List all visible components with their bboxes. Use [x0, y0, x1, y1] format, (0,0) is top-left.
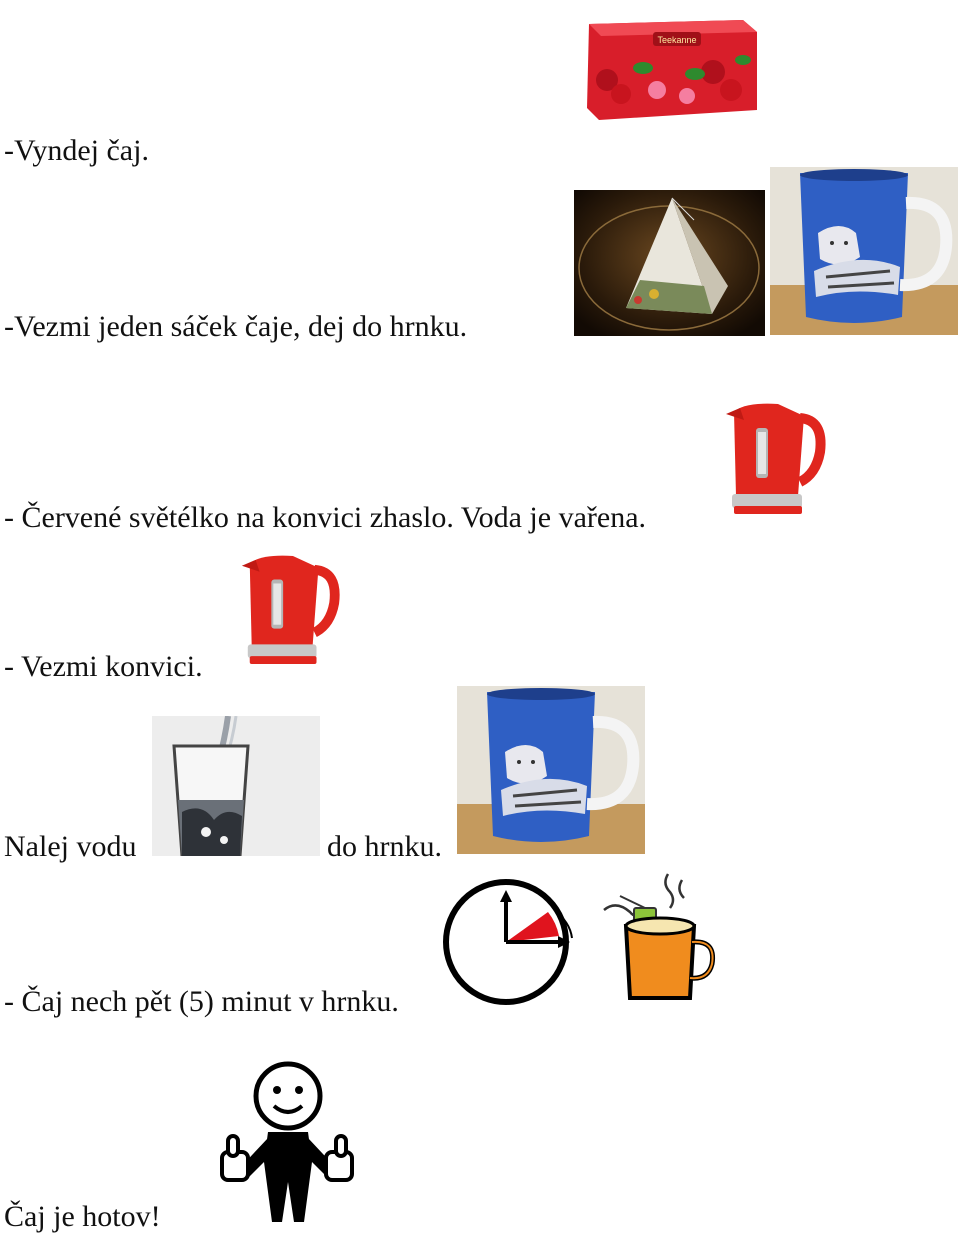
step-1-text: -Vyndej čaj.: [4, 134, 149, 167]
clock-icon: [438, 872, 580, 1007]
step-7-text: Čaj je hotov!: [4, 1200, 161, 1233]
step-3-text: - Červené světélko na konvici zhaslo. Voda je vařena.: [4, 501, 647, 534]
step-5-text-after: do hrnku.: [327, 830, 442, 863]
tea-cup-icon: [596, 870, 720, 1004]
step-6-text: - Čaj nech pět (5) minut v hrnku.: [4, 985, 399, 1018]
mug-photo-2: [457, 685, 645, 855]
kettle-photo-1: [720, 398, 830, 518]
kettle-photo-2: [236, 550, 344, 668]
step-2-text: -Vezmi jeden sáček čaje, dej do hrnku.: [4, 310, 468, 343]
mug-photo-1: [770, 167, 958, 335]
water-glass-photo: [152, 716, 320, 856]
tea-bag-photo: [574, 190, 765, 336]
tea-box-photo: [583, 10, 759, 122]
step-4-text: - Vezmi konvici.: [4, 650, 203, 683]
svg-text:Teekanne: Teekanne: [657, 35, 697, 45]
step-5-text-before: Nalej vodu: [4, 830, 137, 863]
thumbs-up-person-icon: [214, 1058, 360, 1222]
